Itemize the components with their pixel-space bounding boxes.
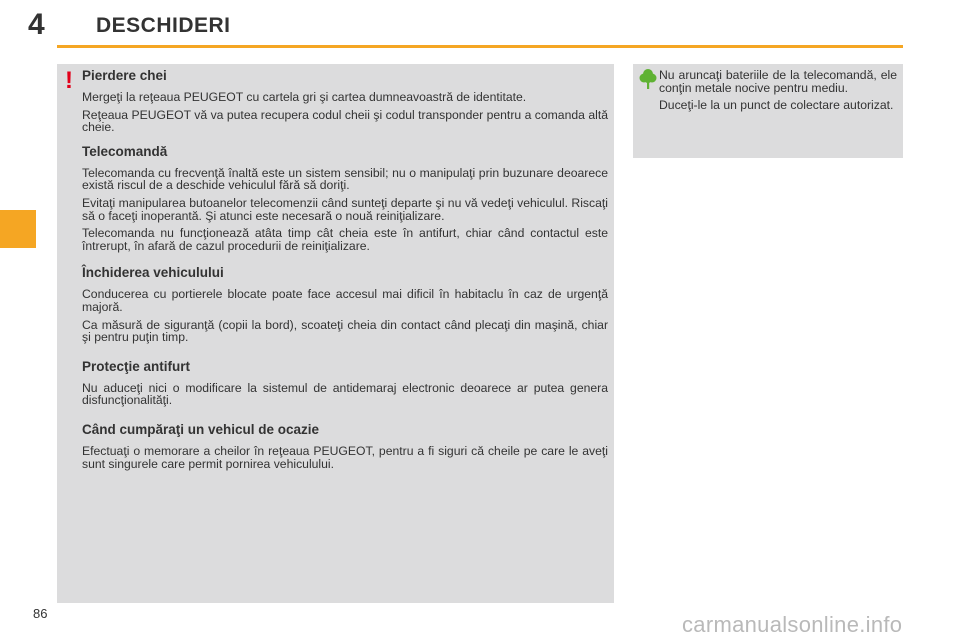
section-paragraph: Efectuaţi o memorare a cheilor în reţeaua PEUGEOT, pentru a fi siguri că cheile pe care le aveţi sunt singurele care permit pornirea vehiculului.	[82, 443, 608, 471]
section-paragraph: Telecomanda nu funcţionează atâta timp cât cheia este în antifurt, chiar când contactul este întrerupt, în afară de cazul procedurii de reiniţializare.	[82, 226, 608, 253]
main-info-panel	[57, 64, 614, 603]
section-title: Închiderea vehiculului	[82, 265, 224, 281]
section-paragraph: Telecomanda cu frecvenţă înaltă este un sistem sensibil; nu o manipulaţi prin buzunare deoarece există riscul de a deschide vehiculul fără să doriţi.	[82, 165, 608, 193]
page-number: 86	[33, 606, 48, 621]
section-title: Când cumpăraţi un vehicul de ocazie	[82, 421, 320, 437]
section-paragraph: Nu aduceţi nici o modificare la sistemul de antidemaraj electronic deoarece ar putea genera disfuncţionalităţi.	[82, 380, 608, 408]
section-title: Pierdere chei	[82, 68, 167, 83]
section-paragraph: Mergeţi la reţeaua PEUGEOT cu cartela gri şi cartea dumneavoastră de identitate.	[82, 90, 527, 104]
tree-icon	[639, 68, 657, 90]
watermark: carmanualsonline.info	[682, 612, 903, 637]
header-rule	[57, 45, 903, 48]
section-paragraph: Ca măsură de siguranţă (copii la bord), scoateţi cheia din contact când plecaţi din maşină, chiar şi pentru puţin timp.	[82, 317, 608, 345]
warning-icon: !	[65, 67, 73, 94]
section-lost-keys	[82, 68, 608, 134]
section-title: Protecţie antifurt	[82, 358, 191, 374]
section-locking-vehicle	[82, 265, 608, 343]
chapter-number: 4	[28, 8, 45, 41]
chapter-title: DESCHIDERI	[96, 14, 231, 37]
section-paragraph: Evitaţi manipularea butoanelor telecomenzii când sunteţi departe şi nu vă vedeţi vehiculul. Riscaţi să o faceţi inoperantă. Şi atunci este necesară o nouă reiniţializare.	[82, 195, 608, 223]
eco-note-panel	[633, 64, 903, 158]
section-paragraph: Conducerea cu portierele blocate poate face accesul mai dificil în habitaclu în caz de urgenţă majoră.	[82, 287, 608, 314]
section-anti-theft	[82, 359, 608, 407]
section-title: Telecomandă	[82, 143, 168, 159]
chapter-side-tab	[0, 210, 36, 248]
section-paragraph: Reţeaua PEUGEOT vă va putea recupera codul cheii şi codul transponder pentru a comanda altă cheie.	[82, 107, 608, 135]
eco-paragraph: Nu aruncaţi bateriile de la telecomandă, ele conţin metale nocive pentru mediu.	[659, 68, 897, 95]
section-used-vehicle	[82, 422, 608, 470]
section-remote-control	[82, 144, 608, 253]
eco-paragraph: Duceţi-le la un punct de colectare autorizat.	[659, 98, 894, 113]
